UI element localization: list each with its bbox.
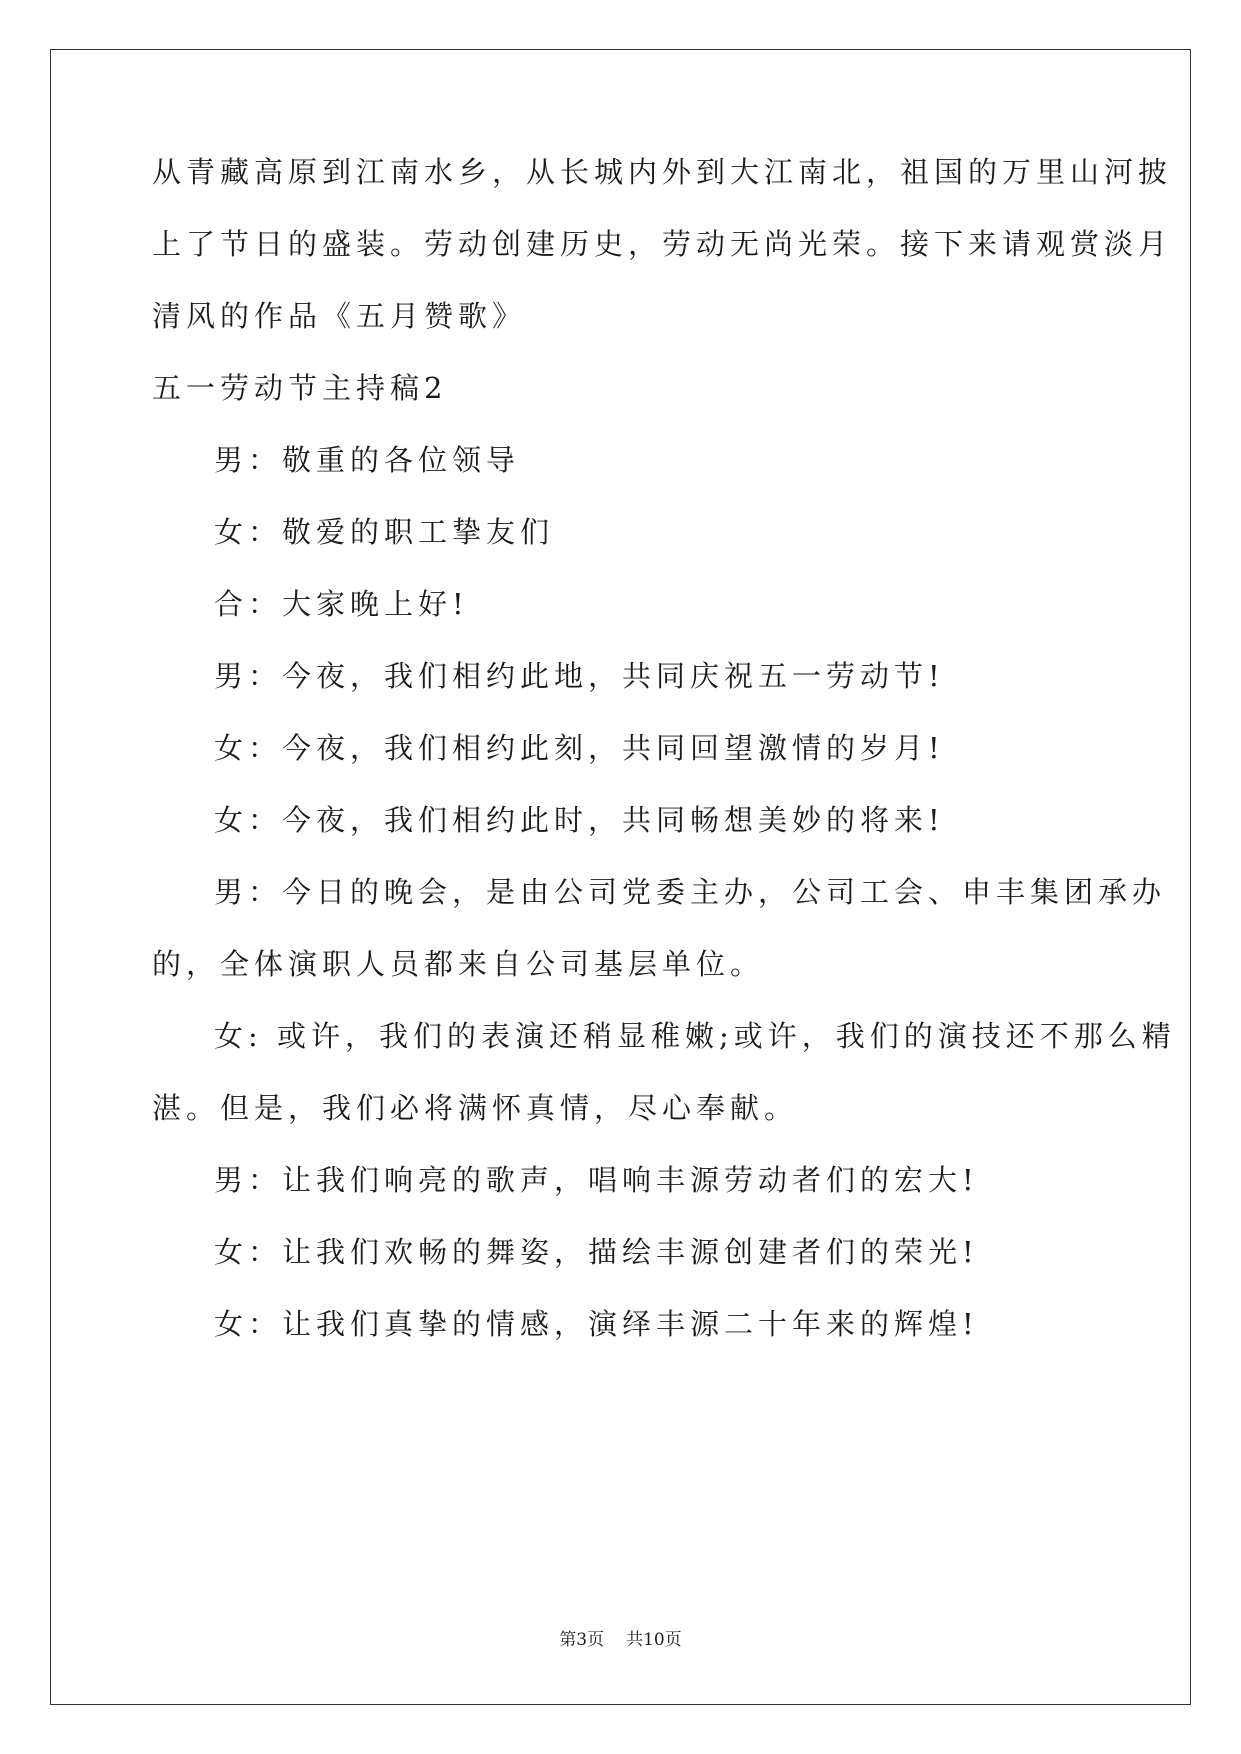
dialogue-line: 女：敬爱的职工挚友们	[214, 515, 555, 549]
dialogue-line: 男：今夜，我们相约此地，共同庆祝五一劳动节!	[214, 659, 945, 693]
page-total: 共10页	[626, 1630, 682, 1650]
dialogue-line: 男：敬重的各位领导	[214, 443, 521, 477]
paragraph-line: 清风的作品《五月赞歌》	[152, 299, 527, 333]
section-heading: 五一劳动节主持稿2	[152, 371, 448, 405]
dialogue-line: 女：今夜，我们相约此时，共同畅想美妙的将来!	[214, 803, 945, 837]
page-number: 第3页	[559, 1630, 605, 1650]
dialogue-line: 女：让我们欢畅的舞姿，描绘丰源创建者们的荣光!	[214, 1235, 979, 1269]
dialogue-line: 女：今夜，我们相约此刻，共同回望激情的岁月!	[214, 731, 945, 765]
dialogue-line: 男：让我们响亮的歌声，唱响丰源劳动者们的宏大!	[214, 1163, 979, 1197]
dialogue-line-continued: 湛。但是，我们必将满怀真情，尽心奉献。	[152, 1091, 799, 1125]
paragraph-line: 从青藏高原到江南水乡，从长城内外到大江南北，祖国的万里山河披	[152, 155, 1173, 189]
dialogue-line: 女: 或许，我们的表演还稍显稚嫩;或许，我们的演技还不那么精	[214, 1019, 1176, 1053]
paragraph-line: 上了节日的盛装。劳动创建历史，劳动无尚光荣。接下来请观赏淡月	[152, 227, 1173, 261]
dialogue-line: 女：让我们真挚的情感，演绎丰源二十年来的辉煌!	[214, 1307, 979, 1341]
dialogue-line-continued: 的，全体演职人员都来自公司基层单位。	[152, 947, 765, 981]
page-footer	[0, 1628, 1241, 1652]
dialogue-line: 合：大家晚上好!	[214, 587, 469, 621]
dialogue-line: 男：今日的晚会，是由公司党委主办，公司工会、申丰集团承办	[214, 875, 1167, 909]
